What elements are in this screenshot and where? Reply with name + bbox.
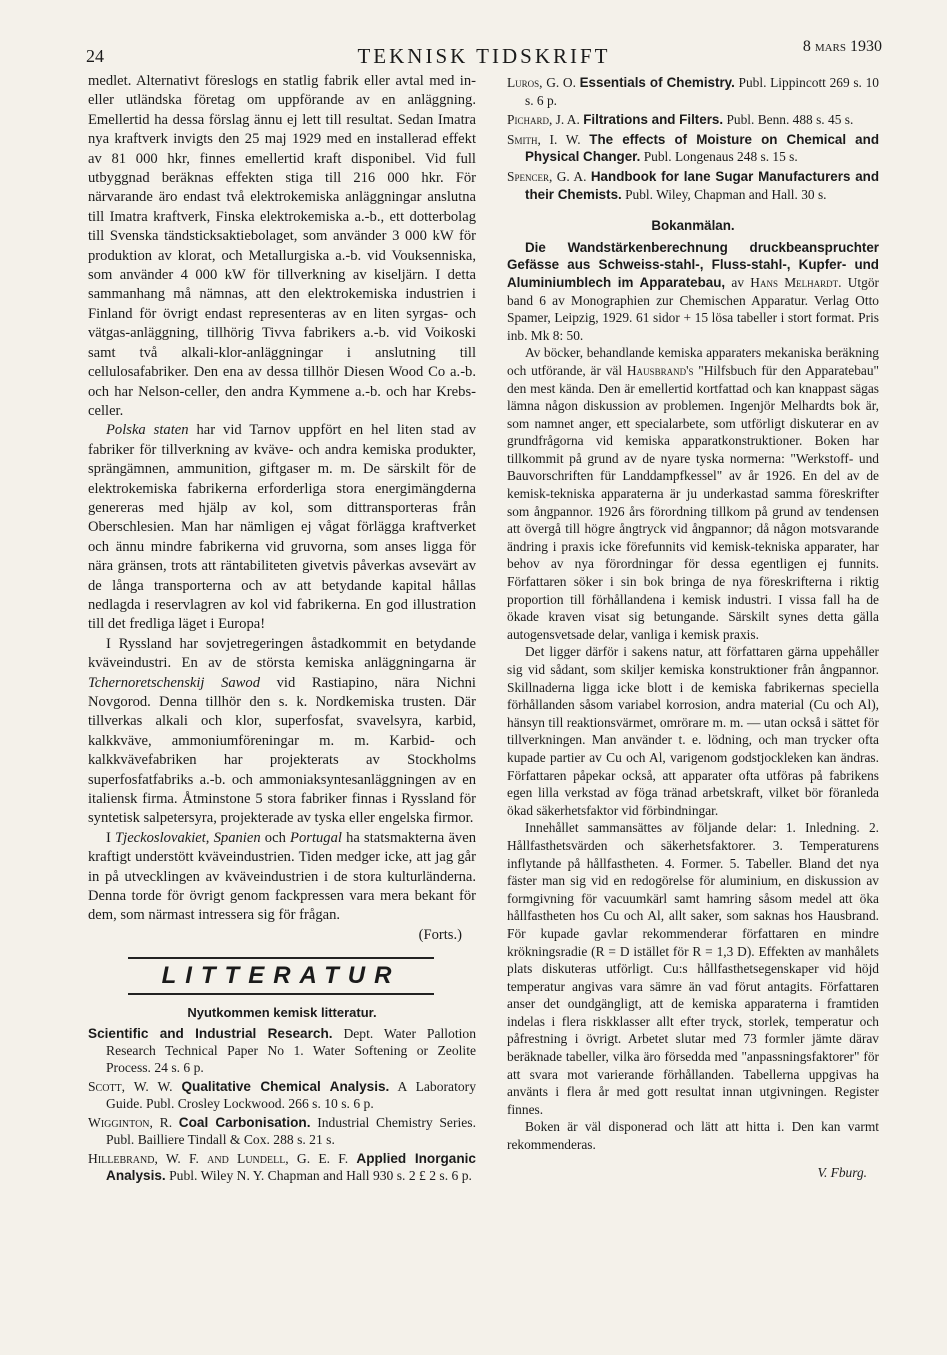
list-item: Hillebrand, W. F. and Lundell, G. E. F. Applied Inorganic Analysis. Publ. Wiley N. Y. Chapman and Hall 930 s. 2 £ 2 s. 6 p. [88, 1150, 476, 1183]
paragraph: Av böcker, behandlande kemiska apparaters mekaniska beräkning och utförande, är väl Hausbrand's "Hilfsbuch für den Apparatebau" den mest kända. Den är emellertid kortfattad och kan knappast sägas lämna någon diskussion av problemen. Ingenjör Melhardts bok är, som namnet anger, ett specialarbete, som utförligt diskuterar en av grundfrågorna vid kemiska apparatkonstruktioner. Boken har tillkommit på grund av de nyare tyska normerna: "Werkstoff- und Bauvorschriften für Landdampfkessel" av år 1926. En del av de kemisk-tekniska apparaterna är ju underkastad samma föreskrifter som ångpannor. 1926 års förordning tillkom på grund av tendensen att övergå till högre ångtryck vid ångpannor; då någon motsvarande ändring i praxis icke förefunnits vid kemisk-tekniska apparater, har behov av nya förordningar för dessa egentligen ej funnits. Författaren söker i sin bok bringa de nya föreskrifterna i riktig proportion till förhållandena i kemisk industri. I vissa fall ha de ökade kraven visat sig betungande. Särskilt synes detta gälla autogensvetsade delar, vanliga i kemisk praxis. [507, 345, 879, 642]
page-number: 24 [86, 46, 104, 66]
list-item: Luros, G. O. Essentials of Chemistry. Publ. Lippincott 269 s. 10 s. 6 p. [507, 75, 879, 108]
litteratur-banner: LITTERATUR [128, 957, 434, 995]
emphasis: Tchernoretschenskij Sawod [88, 674, 260, 691]
bokanmalan-heading: Bokanmälan. [651, 218, 735, 234]
emphasis: Portugal [290, 829, 342, 846]
paragraph: Innehållet sammansättes av följande delar: 1. Inledning. 2. Hållfasthetsvärden och säkerhetsfaktorer. 3. Temperaturens inflytande på hållfastheten. 4. Former. 5. Tabeller. Bland det nya fäster man sig vid en redogörelse för aluminium, en diskussion av formgivning för vacuumkärl samt hamring såsom medel att öka hållfastheten hos Cu och Al, allt saker, som saknas hos Hausbrand. För kupade gavlar rekommenderar författaren en mindre krökningsradie (R = D istället för R = 1,3 D). Effekten av manhålets plats diskuteras utförligt. Cu:s hållfasthetsegenskaper vid höjd temperatur angivas vara sämre än vad förut antagits. Författaren anser det oundgängligt, att de kemiska apparaterna i framtiden indelas i flera riskklasser allt efter tryck, storlek, temperatur och påfrestning i övrigt. Arbetet slutar med 73 formler jämte därav beräknade tabeller, vilka äro försedda med "anpassningsfaktorer" för att svara mot varierande förhållanden. Tabellerna uppgivas ha använts i flera år med gott resultat innan utgivningen. Register finnes. [507, 820, 879, 1117]
paragraph: I Ryssland har sovjetregeringen åstadkommit en betydande kväveindustri. En av de största kemiska anläggningarna är Tchernoretschenskij Sawod vid Rastiapino, nära Nichni Novgorod. Denna tillhör den s. k. Nordkemiska trusten. Där tillverkas alkali och klor, superfosfat, svavelsyra, karbid, kalkkväve, ammoniumföreningar m. m. Karbid- och kalkkvävefabriken har projekterats av Stockholms superfosfatfabriks a.-b. och ammoniaksyntesanläggningen av en italiensk firma. Åtminstone 5 stora fabriker finnas i Ryssland för syntetisk salpetersyra, projekterade av tyska eller engelska firmor. [88, 635, 476, 827]
right-column [507, 74, 879, 1181]
list-item: Spencer, G. A. Handbook for lane Sugar Manufacturers and their Chemists. Publ. Wiley, Chapman and Hall. 30 s. [507, 168, 880, 202]
paragraph: I Tjeckoslovakiet, Spanien och Portugal ha statsmakterna även kraftigt understött kväveindustrien. Tiden medger icke, att jag går in på utvecklingen av kväveindustrien i de stora kulturländerna. Denna torde för övrigt genom fackpressen vara mera bekant för dem, som närmast intressera sig för frågan. [88, 829, 476, 924]
page-header [86, 38, 882, 68]
litteratur-subheading: Nyutkommen kemisk litteratur. [187, 1005, 377, 1021]
list-item: Pichard, J. A. Filtrations and Filters. Publ. Benn. 488 s. 45 s. [507, 112, 854, 128]
left-column [88, 72, 476, 1186]
continued-note: (Forts.) [418, 926, 462, 943]
review-author: Hans Melhardt [750, 274, 839, 290]
list-item: Wigginton, R. Coal Carbonisation. Industrial Chemistry Series. Publ. Bailliere Tindall & Cox. 288 s. 21 s. [88, 1114, 476, 1147]
paragraph: Boken är väl disponerad och lätt att hitta i. Den kan varmt rekommenderas. [507, 1119, 879, 1153]
reference-list [507, 74, 879, 203]
paragraph: medlet. Alternativt föreslogs en statlig fabrik eller avtal med in- eller utländska företag om uppförande av en anläggning. Emellertid ha dessa förslag ännu ej lett till resultat. Sedan Imatra nya kraftverk invigts den 25 maj 1929 med en installerad effekt av 81 000 hkr, finnes emellertid kraft disponibel. Vid full utbyggnad beräknas effekten stiga till 216 000 hkr. För närvarande äro endast två elektrokemiska anläggningar anslutna till Imatra kraftverk, Finska elektrokemiska a.-b., ett dotterbolag till Svenska tändsticksaktiebolaget, som använder 3 000 kW för produktion av klorat, och Metallurgiska a.-b. vid Vouksenniska, som använder 4 000 kW för tillverkning av kiseljärn. I detta sammanhang må nämnas, att den elektrokemiska industrien i Finland för övrigt endast representeras av en liten syrgas- och vätgas-anläggning, tillhörig Tivva fabrikers a.-b. vid Voikoski samt två alkali-klor-anläggningar i anslutning till cellulosafabriker. Den ena av dessa tillhör Diesen Wood Co a.-b. och har Nelson-celler, den andra Kymmene a.-b. och har Krebs-celler. [88, 73, 476, 419]
issue-date: 8 mars 1930 [802, 38, 882, 55]
emphasis: Polska staten [106, 422, 189, 439]
review-header: Die Wandstärkenberechnung druckbeanspruchter Gefässe aus Schweiss-stahl-, Fluss-stahl-, Kupfer- und Aluminiumblech im Apparatebau, av Hans Melhardt. Utgör band 6 av Monographien zur Chemischen Apparatur. Verlag Otto Spamer, Leipzig, 1929. 61 sidor + 15 lösa tabeller i stort format. Pris inb. Mk 8: 50. [507, 239, 879, 343]
review-title: Die Wandstärkenberechnung druckbeanspruchter Gefässe aus Schweiss-stahl-, Fluss-stahl-, Kupfer- und Aluminiumblech im Apparatebau, [507, 239, 879, 290]
list-item: Scott, W. W. Qualitative Chemical Analysis. A Laboratory Guide. Publ. Crosley Lockwood. 266 s. 10 s. 6 p. [88, 1078, 476, 1111]
emphasis: Tjeckoslovakiet, Spanien [115, 829, 261, 846]
paragraph: Det ligger därför i sakens natur, att författaren gärna uppehåller sig vid sådant, som skiljer kemiska konstruktioner från ångpannor. Skillnaderna ligga icke blott i de kemiska fabrikernas speciella förhållanden såsom variabel korrosion, andra material (Cu och Al), hänsyn till reaktionsvärmet, omrörare m. m. — utan också i sättet för tillverkningen. Man använder t. e. lödning, och man trycker ofta kupade partier av Cu och Al, varigenom godstjockleken kan ändras. Författaren påpekar också, att apparater ofta utföras på fabrikens egen lilla verkstad av föga tränad arbetskraft, vilket bör föranleda ökad säkerhetsfaktor vid förbindningar. [507, 644, 879, 818]
journal-title: TEKNISK TIDSKRIFT [357, 44, 611, 68]
litteratur-list [88, 1025, 476, 1184]
paragraph: Polska staten har vid Tarnov uppfört en hel liten stad av fabriker för tillverkning av kväve- och andra kemiska produkter, sprängämnen, ammunition, giftgaser m. m. De särskilt för de elektrokemiska fabrikerna erforderliga stora energimängderna genereras med hjälp av kol, som dittransporteras från Oberschlesien. Man har nämligen ej vågat förlägga kraftverket och ännu mindre fabrikerna vid gruvorna, som anses ligga för nära gränsen, trots att räntabiliteten givetvis påverkas avsevärt av de långa transporterna och av att betydande kapital hållas nedlagda i reservlagren av kol vid fabrikerna. En god illustration till det fredliga läget i Europa! [88, 422, 476, 633]
list-item: Scientific and Industrial Research. Dept. Water Pallotion Research Technical Paper No 1. Water Softening or Zeolite Process. 24 s. 6 p. [88, 1025, 476, 1075]
list-item: Smith, I. W. The effects of Moisture on Chemical and Physical Changer. Publ. Longenaus 248 s. 15 s. [507, 131, 879, 165]
review-signature: V. Fburg. [817, 1164, 867, 1180]
